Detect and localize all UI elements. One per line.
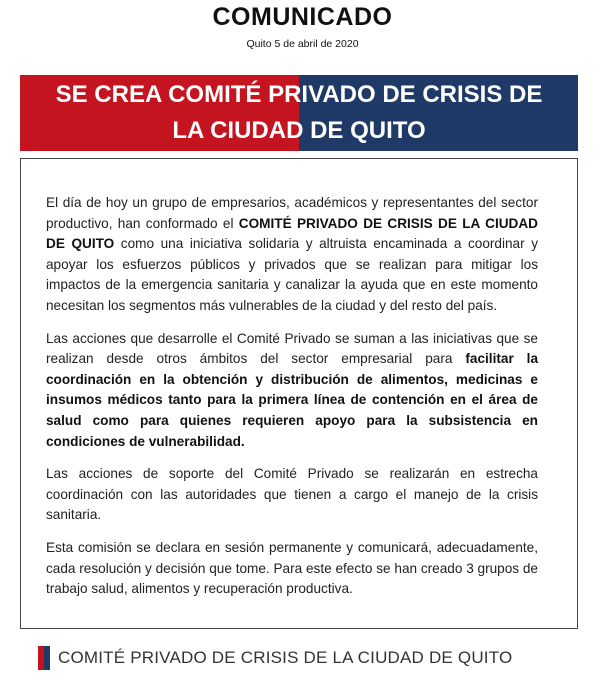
document-title: COMUNICADO xyxy=(212,3,393,31)
paragraph-3: Las acciones de soporte del Comité Privado se realizarán en estrecha coordinación con las autoridades que tienen a cargo el manejo de la crisis sanitaria. xyxy=(46,466,538,523)
paragraph-1-bold: COMITÉ PRIVADO DE CRISIS DE LA CIUDAD DE QUITO xyxy=(46,215,538,252)
headline-banner xyxy=(20,75,578,151)
banner-headline: SE CREA COMITÉ PRIVADO DE CRISIS DE LA CIUDAD DE QUITO xyxy=(55,81,543,144)
footer-text: COMITÉ PRIVADO DE CRISIS DE LA CIUDAD DE QUITO xyxy=(58,648,513,667)
paragraph-4: Esta comisión se declara en sesión permanente y comunicará, adecuadamente, cada resolución y decisión que tome. Para este efecto se han creado 3 grupos de trabajo salud, alimentos y recuperación productiva. xyxy=(46,539,538,597)
flag-icon xyxy=(38,646,50,670)
document-body xyxy=(46,193,538,612)
footer xyxy=(38,646,512,670)
document-date: Quito 5 de abril de 2020 xyxy=(246,38,359,50)
paragraph-1 xyxy=(46,193,538,317)
paragraph-1-text-c: como una iniciativa solidaria y altruista encaminada a coordinar y apoyar los esfuerzos públicos y privados que se realizan para mitigar los impactos de la emergencia sanitaria y canalizar la ayuda que en este momento necesitan los segmentos más vulnerables de la ciudad y del resto del país. xyxy=(46,236,538,313)
paragraph-2-bold: facilitar la coordinación en la obtención y distribución de alimentos, medicinas e insumos médicos tanto para la primera línea de contención en el área de salud como para quienes requieren apoyo para la subsistencia en condiciones de vulnerabilidad. xyxy=(46,351,539,449)
paragraph-1-text-a: El día de hoy un grupo de empresarios, académicos y representantes del sector productivo, han conformado el xyxy=(46,195,538,231)
paragraph-2-text-a: Las acciones que desarrolle el Comité Privado se suman a las iniciativas que se realizan desde otros ámbitos del sector empresarial para xyxy=(46,330,538,367)
paragraph-2 xyxy=(46,329,538,453)
